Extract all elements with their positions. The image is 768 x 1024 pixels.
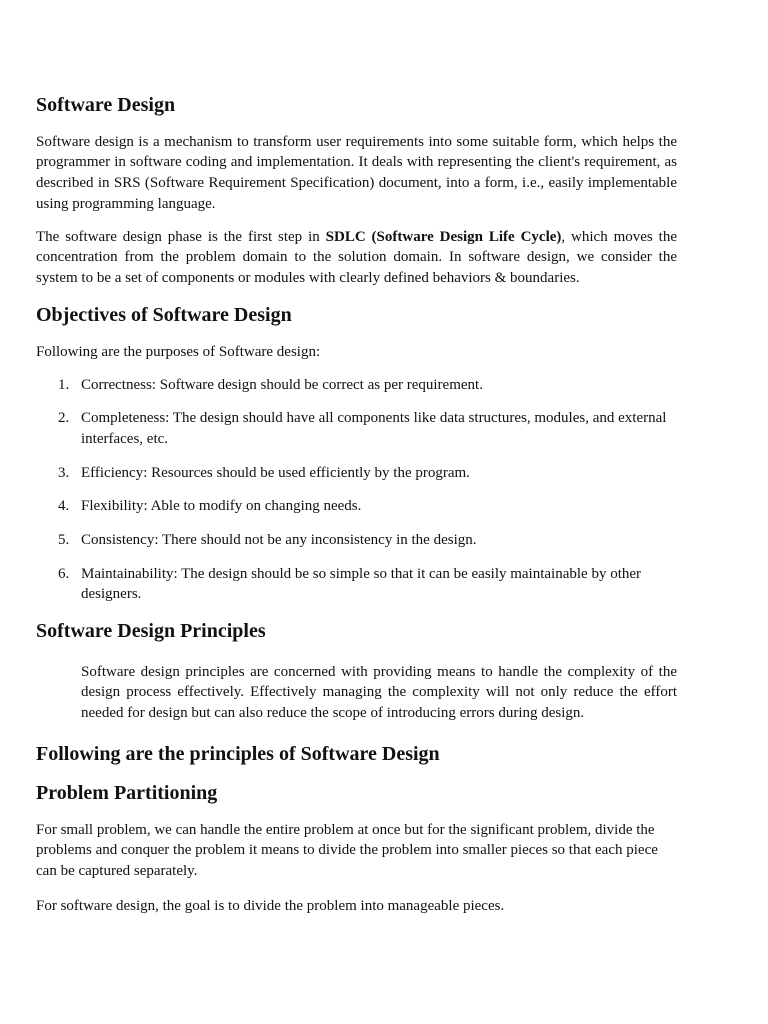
- list-item-text: Maintainability: The design should be so simple so that it can be easily maintainable by other designers.: [81, 565, 642, 603]
- list-item-text: Completeness: The design should have all components like data structures, modules, and external interfaces, etc.: [81, 410, 667, 447]
- list-item: [36, 375, 677, 396]
- list-item-number: 4.: [58, 498, 70, 515]
- heading-problem-partitioning: Problem Partitioning: [36, 782, 218, 804]
- partitioning-paragraph: For small problem, we can handle the entire problem at once but for the significant problem, divide the problems and conquer the problem it means to divide the problem into smaller pieces so that each piece can be captured separately.: [36, 821, 658, 879]
- sdlc-term: SDLC (Software Design Life Cycle): [325, 228, 562, 245]
- partitioning-goal-paragraph: For software design, the goal is to divide the problem into manageable pieces.: [36, 897, 505, 914]
- objectives-list: [36, 375, 677, 619]
- sdlc-paragraph-end: , which moves the concentration from the problem domain to the solution domain. In software design, we consider the system to be a set of components or modules with clearly defined behaviors & boundaries.: [36, 228, 677, 286]
- list-item-text: Flexibility: Able to modify on changing needs.: [81, 498, 362, 515]
- heading-software-design: Software Design: [36, 94, 176, 116]
- list-item-text: Correctness: Software design should be correct as per requirement.: [81, 376, 483, 393]
- sdlc-paragraph: [36, 227, 677, 289]
- list-item-number: 1.: [58, 376, 70, 393]
- list-item: [36, 463, 677, 484]
- list-item: [36, 408, 677, 449]
- heading-objectives: Objectives of Software Design: [36, 304, 292, 326]
- list-item-number: 2.: [58, 410, 70, 427]
- heading-design-principles: Software Design Principles: [36, 620, 266, 642]
- list-item-text: Consistency: There should not be any inconsistency in the design.: [81, 532, 477, 549]
- list-item-number: 5.: [58, 532, 70, 549]
- list-item: [36, 530, 677, 551]
- list-item: [36, 564, 677, 605]
- sdlc-paragraph-start: The software design phase is the first step in: [36, 228, 326, 245]
- software-design-paragraph: Software design is a mechanism to transform user requirements into some suitable form, which helps the programmer in software coding and implementation. It deals with representing the client's requirement, as described in SRS (Software Requirement Specification) document, into a form, i.e., easily implementable using programming language.: [36, 133, 677, 212]
- list-item-number: 3.: [58, 464, 70, 481]
- list-item-number: 6.: [58, 565, 70, 582]
- list-item-text: Efficiency: Resources should be used efficiently by the program.: [81, 464, 470, 481]
- list-item: [36, 496, 677, 517]
- principles-paragraph: Software design principles are concerned with providing means to handle the complexity of the design process effectively. Effectively managing the complexity will not only reduce the effort needed for design but can also reduce the scope of introducing errors during design.: [81, 663, 677, 721]
- heading-principles-list: Following are the principles of Software Design: [36, 743, 440, 765]
- objectives-intro: Following are the purposes of Software design:: [36, 343, 321, 360]
